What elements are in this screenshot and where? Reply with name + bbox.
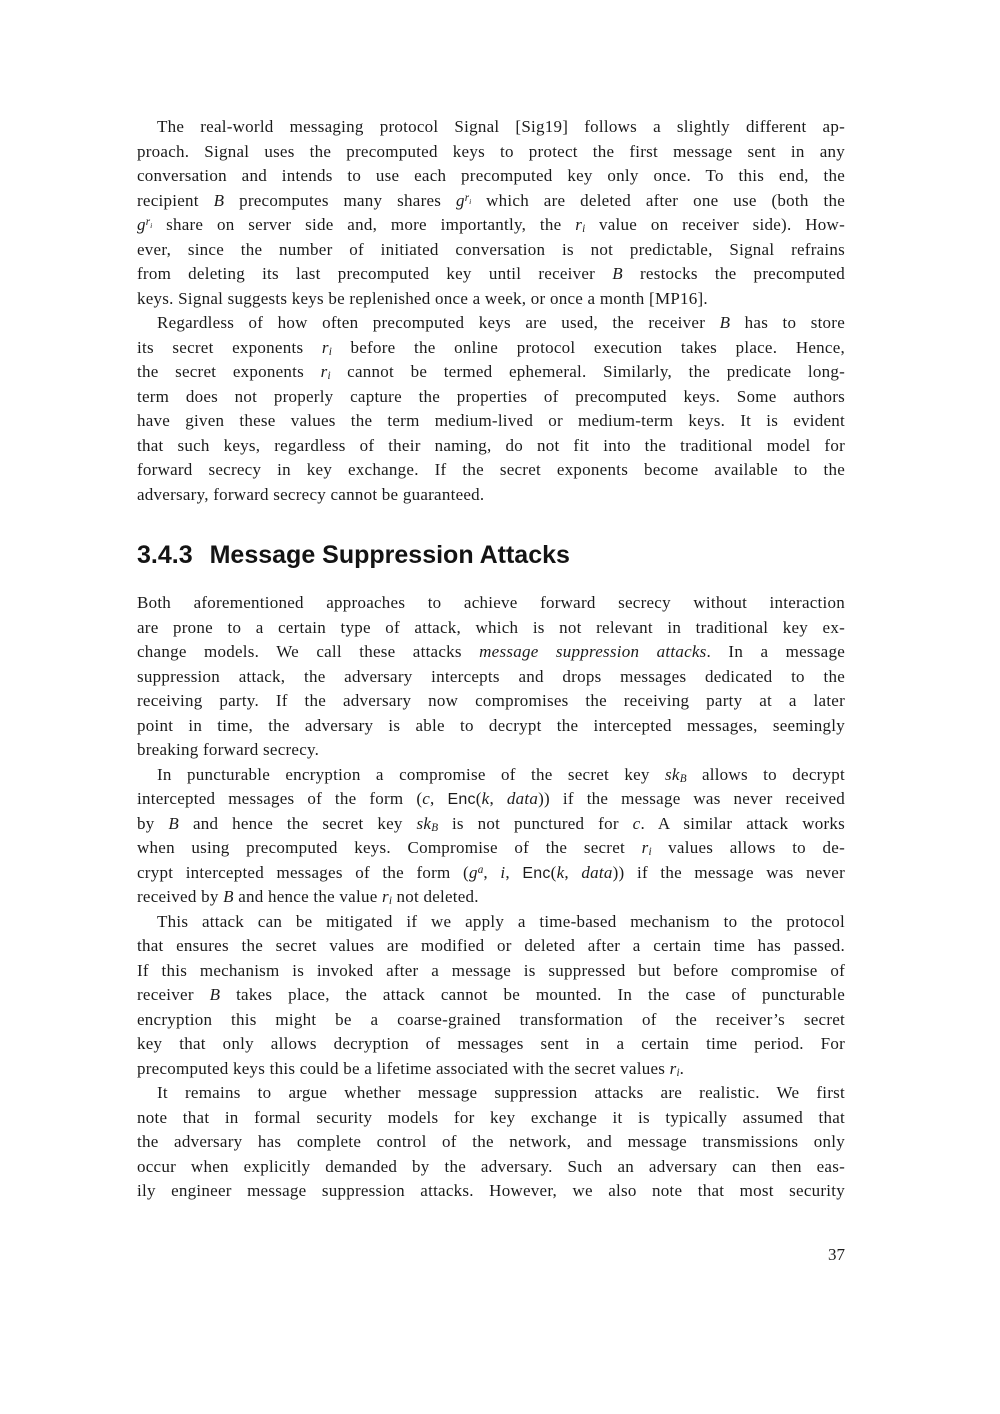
text-run: i [648,846,652,859]
section-title: Message Suppression Attacks [209,541,570,569]
text-run: change models. We call these attacks [137,642,480,661]
text-run: i [582,223,586,236]
text-run: a [477,863,484,876]
text-line [137,836,845,861]
text-line [137,861,845,886]
text-run: occur when explicitly demanded by the adversary. Such an adversary can then eas- [137,1156,845,1176]
text-run: ever, since the number of initiated conversation is not predictable, Signal refrains [137,239,845,259]
text-run: term does not properly capture the properties of precomputed keys. Some authors [137,386,845,406]
text-line [137,385,845,410]
paragraph [137,115,845,311]
text-run: from deleting its last precomputed key until receiver [137,264,613,283]
text-run: takes place, the attack cannot be mounted. In the case of puncturable [220,985,845,1004]
section-heading [137,539,845,571]
text-run: , [483,862,501,882]
text-run: share on server side and, more importantly, the [152,215,576,234]
text-run: r [320,362,328,381]
text-run: r [464,191,470,204]
text-run: have given these values the term medium-lived or medium-term keys. It is evident [137,411,845,430]
text-run: suppression attack, the adversary intercepts and drops messages dedicated to the [137,666,845,686]
text-run: The real-world messaging protocol Signal [Sig19] follows a slightly different ap- [157,117,845,136]
text-run: . In a message [706,642,845,661]
text-run: by [137,813,169,833]
text-run: is not punctured for [438,813,633,833]
text-line [137,934,845,959]
text-run: i [500,862,506,882]
text-run: values allows to de- [651,838,845,857]
text-line [137,1179,845,1204]
text-line [137,1032,845,1057]
text-run: receiving party. If the adversary now compromises the receiving party at a later [137,691,845,710]
text-run: which are deleted after one use (both the [471,190,845,210]
text-line [137,714,845,739]
text-run: and hence the secret key [179,813,417,833]
text-run: If this mechanism is invoked after a message is suppressed but before compromise of [137,960,845,980]
text-line [137,665,845,690]
text-run: B [719,313,731,332]
text-run: receiver [137,985,210,1004]
text-run: k [556,862,565,882]
text-run: allows to decrypt [686,764,845,784]
text-run: its secret exponents [137,337,322,357]
text-run: keys. Signal suggests keys be replenished once a week, or once a month [MP16]. [137,288,708,308]
text-run: are prone to a certain type of attack, which is not relevant in traditional key ex- [137,617,845,637]
text-run: point in time, the adversary is able to decrypt the intercepted messages, seemingly [137,715,845,735]
text-line [137,738,845,763]
text-line [137,812,845,837]
text-line [137,115,845,140]
text-run: Enc [447,791,476,808]
text-run: , [564,862,582,882]
text-run: , [505,862,523,882]
text-run: cannot be termed ephemeral. Similarly, the predicate long- [330,362,845,381]
text-run: before the online protocol execution takes place. Hence, [331,337,845,357]
text-run: Both aforementioned approaches to achieve forward secrecy without interaction [137,593,845,612]
text-run: ( [550,862,557,882]
text-line [137,336,845,361]
text-run: B [213,190,225,210]
text-run: r [321,337,329,357]
text-line [137,910,845,935]
paragraph [137,1081,845,1204]
text-line [137,483,845,508]
text-run: c [632,813,641,833]
text-run: sk [416,813,432,833]
text-line [137,238,845,263]
text-run: Enc [522,864,551,882]
text-run: Regardless of how often precomputed keys are used, the receiver [157,313,720,332]
text-run: note that in formal security models for key exchange it is typically assumed that [137,1107,845,1127]
text-run: B [679,772,687,785]
text-line [137,616,845,641]
text-line [137,885,845,910]
text-run: the adversary has complete control of the network, and message transmissions only [137,1132,845,1151]
text-run: )) if the message was never [612,862,845,882]
text-run: adversary, forward secrecy cannot be guaranteed. [137,484,485,504]
section-paragraphs [137,591,845,1204]
text-run: has to store [730,313,845,332]
text-run: r [575,215,583,234]
text-run: c [422,789,431,808]
text-run: ily engineer message suppression attacks. However, we also note that most security [137,1181,845,1200]
text-run: g [468,862,478,882]
text-run: breaking forward secrecy. [137,740,320,759]
text-line [137,311,845,336]
text-run: i [388,895,392,908]
text-run: and hence the value [233,887,382,906]
text-run: r [145,216,151,229]
text-run: when using precomputed keys. Compromise of the secret [137,838,642,857]
text-run: precomputed keys this could be a lifetime associated with the secret values [137,1058,670,1078]
text-run: that ensures the secret values are modified or deleted after a certain time has passed. [137,936,845,955]
text-run: that such keys, regardless of their naming, do not fit into the traditional model for [137,435,845,455]
text-run: . [679,1058,685,1078]
text-line [137,458,845,483]
text-run: g [456,190,465,210]
text-line [137,1155,845,1180]
text-run: i [327,370,331,383]
text-run: This attack can be mitigated if we apply a time-based mechanism to the protocol [157,911,845,931]
text-line [137,1081,845,1106]
page-number: 37 [828,1245,845,1264]
text-run: data [581,862,613,882]
section-number: 3.4.3 [137,541,193,569]
text-line [137,262,845,287]
text-run: conversation and intends to use each precomputed key only once. To this end, the [137,166,845,185]
text-line [137,1008,845,1033]
text-run: encryption this might be a coarse-grained transformation of the receiver’s secret [137,1009,845,1029]
text-column [137,115,845,1204]
text-run: B [168,813,180,833]
text-run: i [676,1066,680,1079]
text-run: i [469,196,472,206]
text-run: B [612,264,623,283]
text-run: the secret exponents [137,362,321,381]
text-run: sk [665,764,680,784]
text-line [137,213,845,238]
text-line [137,360,845,385]
text-run: g [137,215,146,234]
text-line [137,189,845,214]
text-run: received by [137,887,224,906]
text-line [137,287,845,312]
paragraph [137,591,845,763]
paragraph [137,910,845,1082]
text-line [137,434,845,459]
text-run: key that only allows decryption of messages sent in a certain time period. For [137,1034,845,1053]
text-run: precomputes many shares [224,190,456,210]
text-run: B [209,985,221,1004]
text-run: message suppression attacks [479,642,707,661]
text-line [137,640,845,665]
text-run: r [669,1058,677,1078]
text-run: It remains to argue whether message suppression attacks are realistic. We first [157,1083,845,1102]
text-line [137,164,845,189]
text-run: crypt intercepted messages of the form ( [137,862,469,882]
text-line [137,591,845,616]
text-line [137,959,845,984]
text-line [137,763,845,788]
text-run: data [506,789,539,808]
text-run: intercepted messages of the form ( [137,789,423,808]
text-line [137,689,845,714]
paragraph [137,763,845,910]
text-line [137,409,845,434]
text-run: B [223,887,234,906]
text-run: k [481,789,490,808]
text-run: restocks the precomputed [622,264,845,283]
text-run: forward secrecy in key exchange. If the secret exponents become available to the [137,460,845,479]
text-line [137,1057,845,1082]
text-line [137,787,845,812]
text-line [137,140,845,165]
text-run: r [381,887,389,906]
text-line [137,1130,845,1155]
text-run: value on receiver side). How- [585,215,845,234]
text-line [137,983,845,1008]
text-run: In puncturable encryption a compromise of the secret key [157,764,666,784]
paragraph [137,311,845,507]
text-run: , [489,789,507,808]
text-run: B [431,821,439,834]
text-run: not deleted. [391,887,479,906]
text-run: r [641,838,649,857]
text-line [137,1106,845,1131]
text-run: )) if the message was never received [538,789,845,808]
text-run: . A similar attack works [640,813,845,833]
intro-paragraphs [137,115,845,507]
text-run: i [150,221,153,231]
text-run: recipient [137,190,214,210]
text-run: ( [475,789,482,808]
text-run: i [328,345,332,358]
text-run: , [430,789,448,808]
text-run: proach. Signal uses the precomputed keys to protect the first message sent in any [137,141,845,161]
